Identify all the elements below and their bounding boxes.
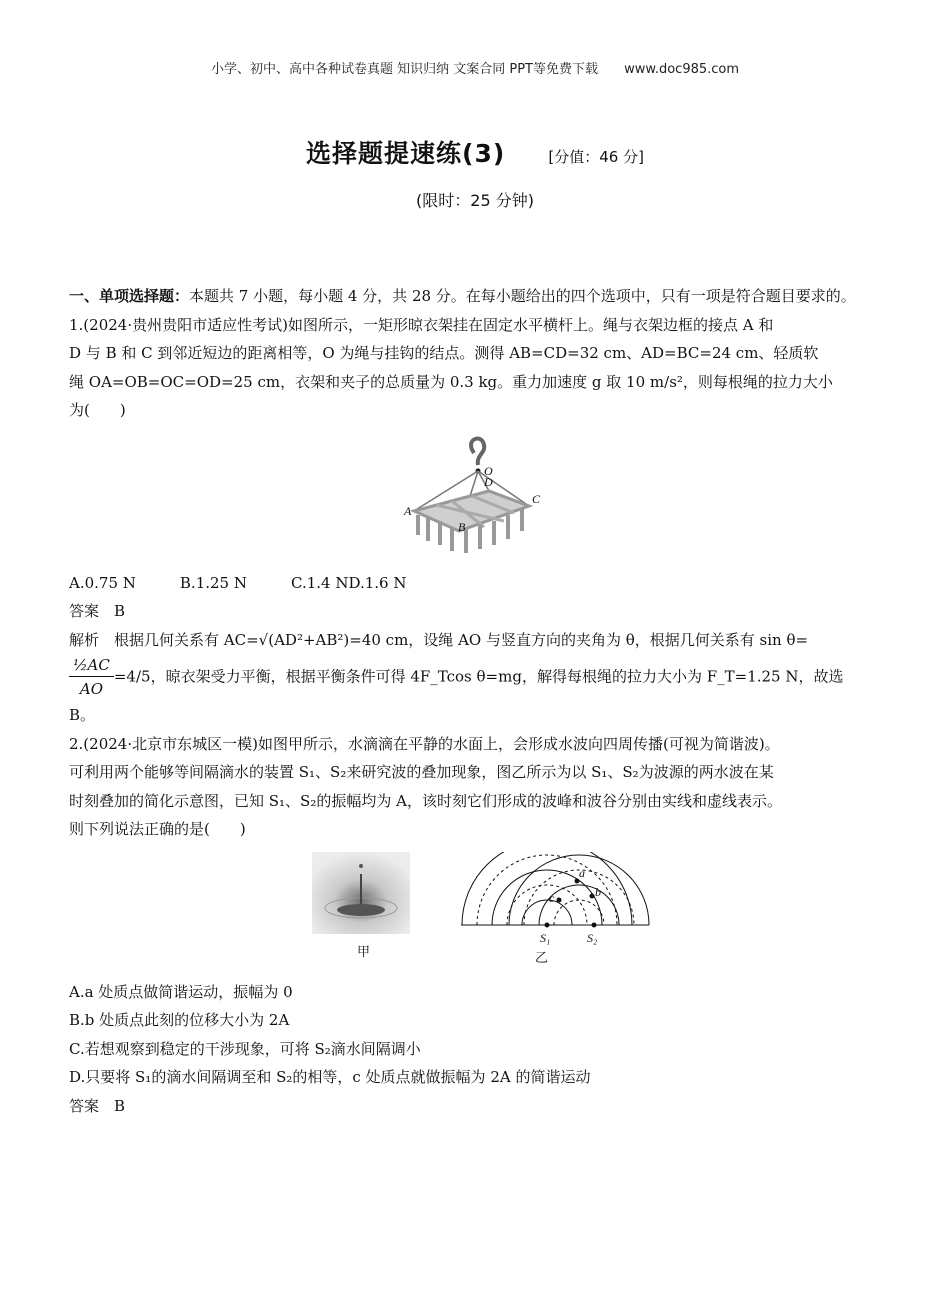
q2-option-a[interactable]: A.a 处质点做简谐运动，振幅为 0 — [69, 982, 293, 1001]
clothes-rack-figure — [69, 431, 884, 561]
q1-stem-line: 为( ) — [69, 401, 126, 419]
wave-illustrations — [69, 852, 884, 972]
q1-option-a[interactable]: A.0.75 N — [69, 573, 136, 592]
answer-label: 答案 — [69, 1096, 100, 1115]
point-a-label: a — [579, 865, 585, 880]
q1-stem-line: D 与 B 和 C 到邻近短边的距离相等，O 为绳与挂钩的结点。测得 AB=CD=32 cm、AD=BC=24 cm、轻质软 — [69, 344, 819, 362]
header-text: 小学、初中、高中各种试卷真题 知识归纳 文案合同 PPT等免费下载 — [210, 62, 598, 77]
analysis-label: 解析 — [69, 630, 100, 649]
q1-options — [69, 569, 884, 598]
q1-analysis — [69, 626, 884, 655]
answer-label: 答案 — [69, 602, 100, 620]
section-label: 一、单项选择题： — [69, 287, 190, 305]
q1-stem-line: 1.(2024·贵州贵阳市适应性考试)如图所示，一矩形晾衣架挂在固定水平横杆上。绳与衣架边框的接点 A 和 — [69, 315, 774, 334]
label-B: B — [458, 519, 466, 534]
q1-answer — [69, 597, 884, 626]
q1-analysis-cont — [69, 654, 884, 701]
source-s2-label: S₂ — [587, 930, 598, 945]
score-label: [分值：46 分] — [548, 148, 644, 166]
title-row — [0, 134, 950, 170]
point-b-label: b — [595, 884, 601, 899]
section-desc: 本题共 7 小题，每小题 4 分，共 28 分。在每小题给出的四个选项中，只有一项是符合题目要求的。 — [189, 287, 856, 305]
label-A: A — [404, 503, 412, 518]
q2-answer — [69, 1092, 884, 1121]
clothes-rack-illustration — [69, 431, 884, 561]
q1-stem-line: 绳 OA=OB=OC=OD=25 cm，衣架和夹子的总质量为 0.3 kg。重力加速度 g 取 10 m/s²，则每根绳的拉力大小 — [69, 372, 833, 391]
q2-stem-line: 可利用两个能够等间隔滴水的装置 S₁、S₂来研究波的叠加现象，图乙所示为以 S₁、S₂为波源的两水波在某 — [69, 763, 774, 781]
q1-option-d[interactable]: D.1.6 N — [348, 573, 407, 592]
answer-value: B — [114, 602, 126, 620]
header-url[interactable]: www.doc985.com — [624, 62, 740, 77]
interference-diagram — [461, 852, 649, 927]
q2-option-c[interactable]: C.若想观察到稳定的干涉现象，可将 S₂滴水间隔调小 — [69, 1039, 421, 1058]
q2-stem-line: 则下列说法正确的是( ) — [69, 820, 246, 838]
label-O: O — [484, 463, 493, 478]
label-C: C — [532, 491, 541, 506]
q1-option-b[interactable]: B.1.25 N — [179, 573, 247, 592]
analysis-text: =4/5，晾衣架受力平衡，根据平衡条件可得 4F_Tcos θ=mg，解得每根绳的拉力大小为 F_T=1.25 N，故选 — [113, 667, 844, 686]
q2-stem-line: 时刻叠加的简化示意图，已知 S₁、S₂的振幅均为 A，该时刻它们形成的波峰和波谷分别由实线和虚线表示。 — [69, 791, 782, 810]
fraction-numerator: ½AC — [69, 654, 114, 677]
q2-stem-line: 2.(2024·北京市东城区一模)如图甲所示，水滴滴在平静的水面上，会形成水波向四周传播(可视为简谐波)。 — [69, 734, 780, 753]
point-c-label: c — [549, 890, 555, 905]
time-limit: (限时：25 分钟) — [416, 191, 534, 210]
q2-option-d[interactable]: D.只要将 S₁的滴水间隔调至和 S₂的相等，c 处质点就做振幅为 2A 的简谐运动 — [69, 1068, 591, 1086]
fraction — [69, 654, 114, 701]
fraction-denominator: AO — [79, 680, 103, 698]
analysis-text: 根据几何关系有 AC=√(AD²+AB²)=40 cm，设绳 AO 与竖直方向的夹角为 θ，根据几何关系有 sin θ= — [114, 630, 809, 649]
section-intro — [69, 282, 884, 311]
answer-value: B — [114, 1096, 126, 1115]
content — [69, 282, 884, 1120]
page-header — [0, 58, 950, 77]
water-drop-photo — [312, 852, 410, 934]
q1-option-c[interactable]: C.1.4 N — [291, 573, 349, 592]
wave-figures — [69, 852, 884, 972]
source-s1-label: S₁ — [540, 930, 551, 945]
figure-yi-label: 乙 — [535, 950, 549, 966]
q2-option-b[interactable]: B.b 处质点此刻的位移大小为 2A — [69, 1011, 290, 1029]
q1-analysis-end: B。 — [69, 706, 96, 724]
figure-jia-label: 甲 — [357, 944, 371, 960]
label-D: D — [484, 474, 493, 489]
page-title: 选择题提速练(3) — [306, 139, 506, 168]
